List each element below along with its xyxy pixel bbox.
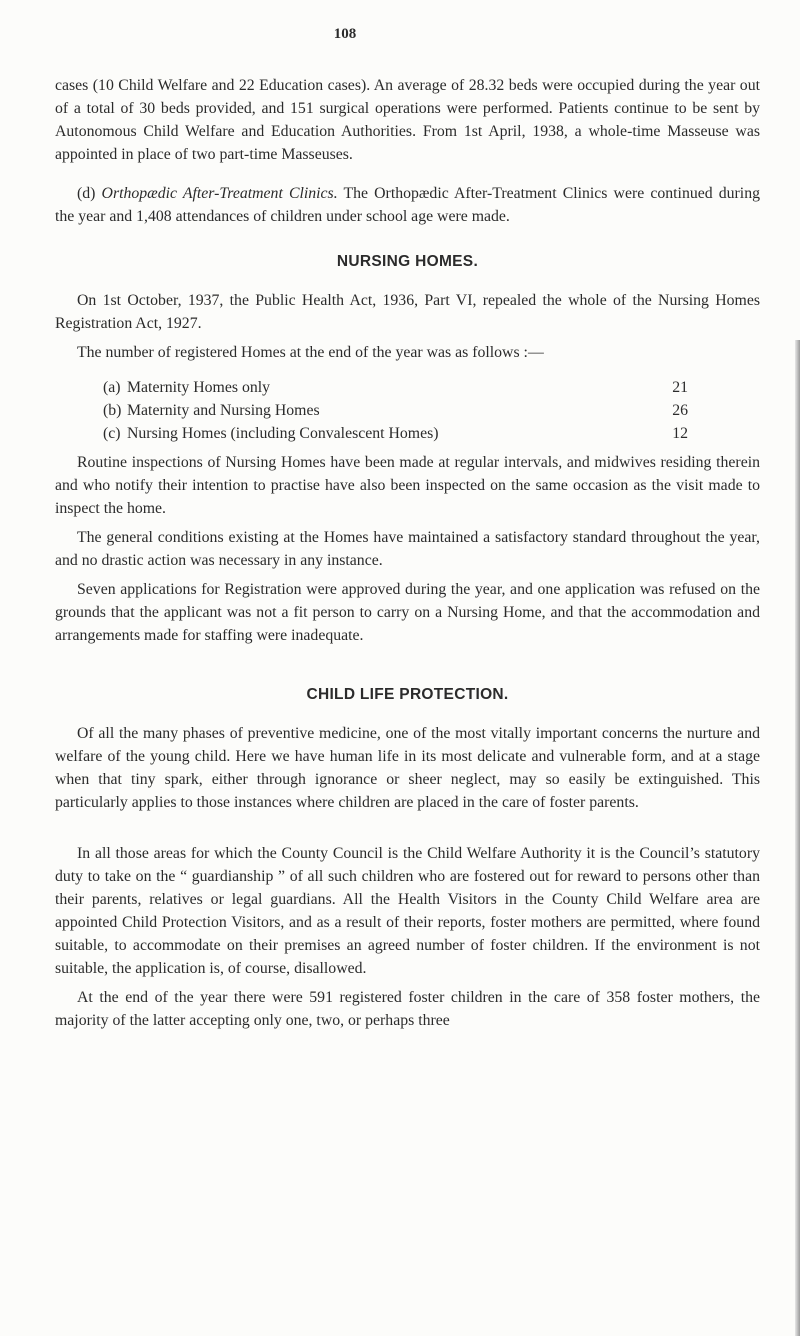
list-item bbox=[103, 399, 688, 422]
paragraph-orthopaedic bbox=[55, 182, 760, 228]
list-item-value: 26 bbox=[672, 402, 688, 419]
paragraph-end: At the end of the year there were 591 registered foster children in the care of 358 foster mothers, the majority of the latter accepting only one, two, or perhaps three bbox=[55, 989, 760, 1029]
list-item-value: 12 bbox=[672, 425, 688, 442]
list-item-label: (a) bbox=[103, 379, 121, 396]
paragraph-seven: Seven applications for Registration were approved during the year, and one application was refused on the grounds that the applicant was not a fit person to carry on a Nursing Home, and that the accommodation and arrangements made for staffing were inadequate. bbox=[55, 581, 760, 644]
paragraph-number-of-homes: The number of registered Homes at the end of the year was as follows :— bbox=[77, 344, 544, 361]
list-item-text: Maternity and Nursing Homes bbox=[127, 402, 320, 419]
paragraph-cases: cases (10 Child Welfare and 22 Education cases). An average of 28.32 beds were occupied during the year out of a total of 30 beds provided, and 151 surgical operations were performed. Patients continue to be sent by Autonomous Child Welfare and Education Authorities. From 1st April, 1938, a whole-time Masseuse was appointed in place of two part-time Masseuses. bbox=[55, 77, 760, 163]
list-item bbox=[103, 422, 688, 445]
section-label: (d) bbox=[77, 185, 96, 202]
paragraph-routine: Routine inspections of Nursing Homes have been made at regular intervals, and midwives residing therein and who notify their intention to practise have also been inspected on the same occasion as the visit made to inspect the home. bbox=[55, 454, 760, 517]
list-item-text: Maternity Homes only bbox=[127, 379, 271, 396]
paragraph-areas: In all those areas for which the County Council is the Child Welfare Authority it is the Council’s statutory duty to take on the “ guardianship ” of all such children who are fostered out for reward to persons other than their parents, relatives or legal guardians. All the Health Visitors in the County Child Welfare area are appointed Child Protection Visitors, and as a result of their reports, foster mothers are permitted, where found suitable, to accommodate on their premises an agreed number of foster children. If the environment is not suitable, the application is, of course, disallowed. bbox=[55, 845, 760, 977]
heading-child-life-protection: CHILD LIFE PROTECTION. bbox=[306, 686, 509, 703]
paragraph-general: The general conditions existing at the Homes have maintained a satisfactory standard throughout the year, and no drastic action was necessary in any instance. bbox=[55, 529, 760, 569]
paragraph-phases: Of all the many phases of preventive medicine, one of the most vitally important concerns the nurture and welfare of the young child. Here we have human life in its most delicate and vulnerable form, and at a stage when that tiny spark, either through ignorance or sheer neglect, may so easily be extinguished. This particularly applies to those instances where children are placed in the care of foster parents. bbox=[55, 725, 760, 811]
heading-nursing-homes: NURSING HOMES. bbox=[336, 253, 479, 270]
list-item-label: (c) bbox=[103, 425, 121, 442]
list-item bbox=[103, 376, 688, 399]
page-edge-shadow bbox=[795, 340, 800, 1336]
section-text: The Orthopædic After-Treatment Clinics were continued during the year and 1,408 attendances of children under school age were made. bbox=[55, 185, 760, 225]
list-item-text: Nursing Homes (including Convalescent Homes) bbox=[127, 425, 439, 442]
section-title: Orthopædic After-Treatment Clinics. bbox=[101, 185, 338, 202]
list-item-value: 21 bbox=[672, 379, 688, 396]
page-number: 108 bbox=[333, 26, 357, 42]
paragraph-act: On 1st October, 1937, the Public Health Act, 1936, Part VI, repealed the whole of the Nursing Homes Registration Act, 1927. bbox=[55, 292, 760, 332]
homes-list bbox=[103, 376, 688, 445]
list-item-label: (b) bbox=[103, 402, 122, 419]
